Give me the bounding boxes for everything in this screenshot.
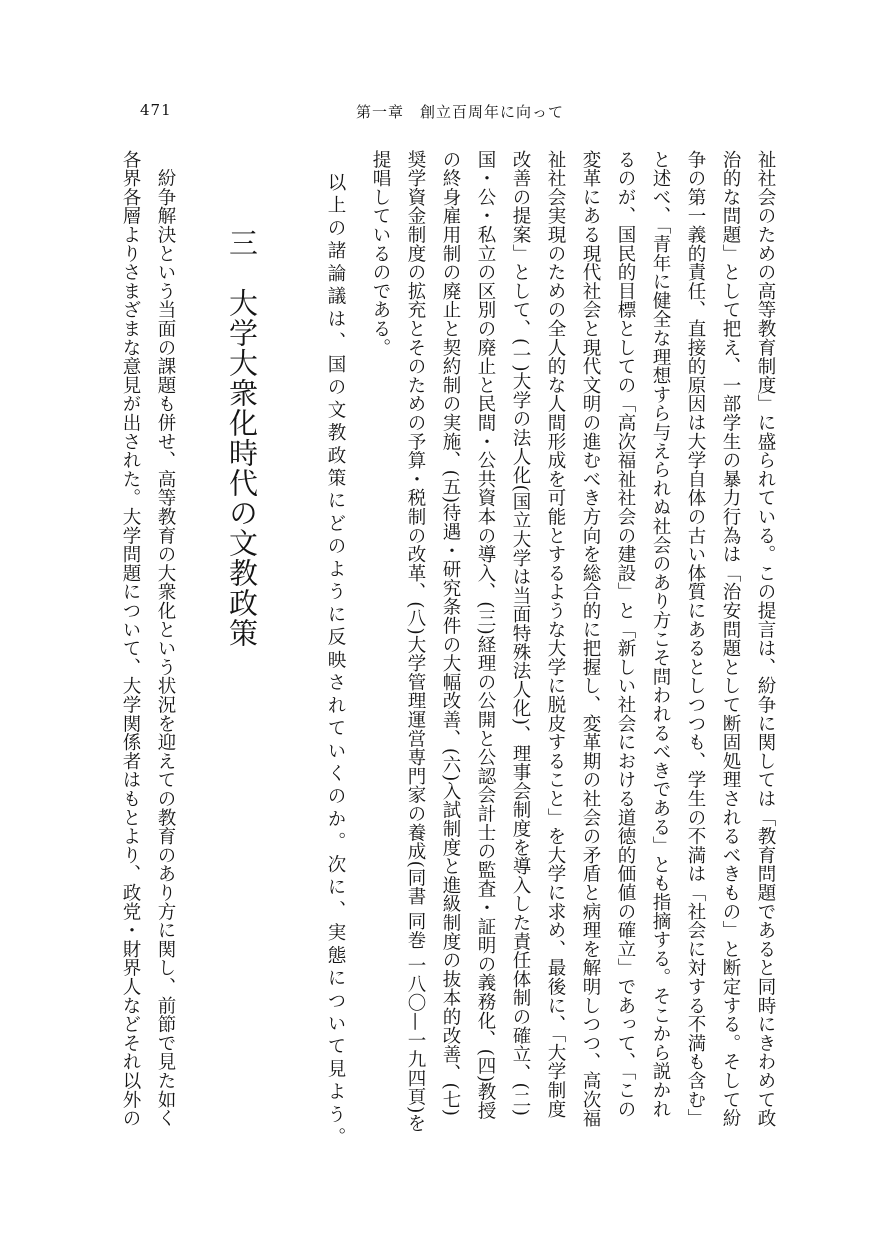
- body-line: 祉社会のための高等教育制度」に盛られている。この提言は、紛争に関しては「教育問題であると同時にきわめて政: [755, 150, 776, 1128]
- body-line: 祉社会実現のための全人的な人間形成を可能とするような大学に脱皮すること」を大学に求め、最後に、「大学制度: [545, 150, 566, 1119]
- body-line: 争の第一義的責任、直接的原因は大学自体の古い体質にあるとしつつも、学生の不満は「社会に対する不満も含む」: [685, 150, 706, 1128]
- body-line: 各界各層よりさまざまな意見が出された。大学問題について、大学関係者はもとより、政党・財界人などそれ以外の: [120, 150, 141, 1128]
- body-line: と述べ、「青年に健全な理想すら与えられぬ社会のあり方こそ問われるべきである」とも指摘する。そこから説かれ: [650, 150, 671, 1119]
- running-head: [0, 101, 874, 121]
- body-line: 国・公・私立の区別の廃止と民間・公共資本の導入、(三)経理の公開と公認会計士の監査・証明の義務化、(四)教授: [475, 150, 496, 1121]
- body-line: 奨学資金制度の拡充とそのための予算・税制の改革、(八)大学管理運営専門家の養成(同書 同巻 一八〇—一九四頁)を: [405, 150, 426, 1133]
- section-heading: 三 大学大衆化時代の文教政策: [225, 228, 259, 648]
- body-line: 以上の諸論議は、国の文教政策にどのように反映されていくのか。次に、実態について見よう。: [325, 150, 346, 1151]
- body-line: 提唱しているのである。: [370, 150, 391, 357]
- page-number: 471: [140, 101, 172, 119]
- body-line: 変革にある現代社会と現代文明の進むべき方向を総合的に把握し、変革期の社会の矛盾と病理を解明しつつ、高次福: [580, 150, 601, 1128]
- body-line: 改善の提案」として、(一)大学の法人化(国立大学は当面特殊法人化)、理事会制度を導入した責任体制の確立、(二): [510, 150, 531, 1117]
- chapter-title: 第一章 創立百周年に向って: [356, 103, 565, 121]
- body-line: の終身雇用制の廃止と契約制の実施、(五)待遇・研究条件の大幅改善、(六)入試制度と進級制度の抜本的改善、(七): [440, 150, 461, 1117]
- body-line: 紛争解決という当面の課題も併せ、高等教育の大衆化という状況を迎えての教育のあり方に関し、前節で見た如く: [155, 150, 176, 1128]
- body-line: 治的な問題」として把え、一部学生の暴力行為は「治安問題として断固処理されるべきもの」と断定する。そして紛: [720, 150, 741, 1128]
- body-line: るのが、国民的目標としての「高次福祉社会の建設」と「新しい社会における道徳的価値の確立」であって、「この: [615, 150, 636, 1119]
